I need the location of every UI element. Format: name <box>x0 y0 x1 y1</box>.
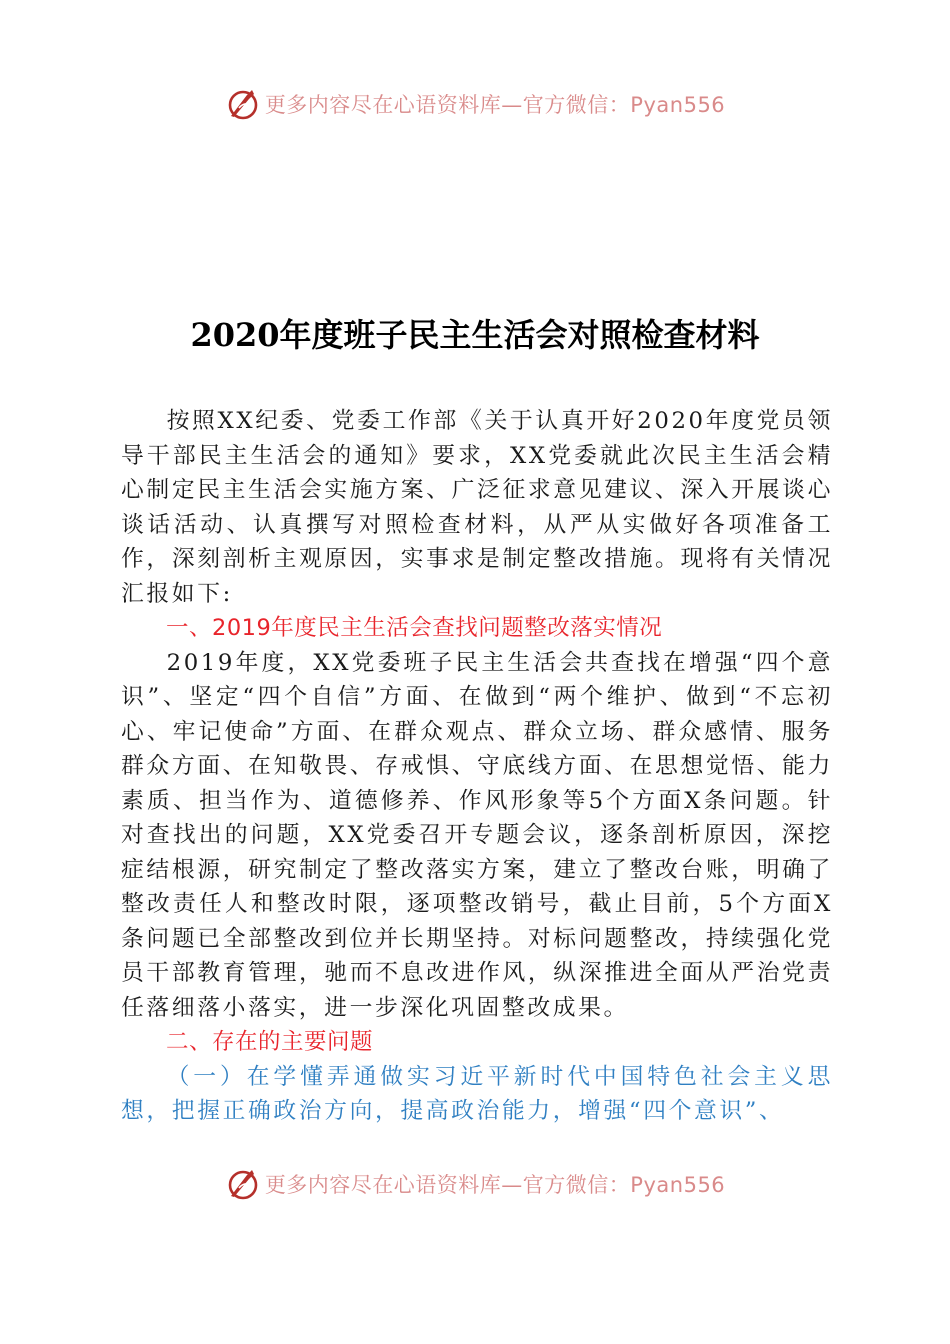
pen-logo-icon <box>225 1166 261 1202</box>
watermark-text: 更多内容尽在心语资料库—官方微信：Pyan556 <box>264 1173 726 1197</box>
document-body <box>121 404 833 1129</box>
section-2-subheading-1: （一）在学懂弄通做实习近平新时代中国特色社会主义思想，把握正确政治方向，提高政治能力，增强“四个意识”、 <box>121 1063 833 1124</box>
pen-logo-icon <box>225 86 261 122</box>
section-2-heading: 二、存在的主要问题 <box>166 1029 374 1055</box>
watermark-banner-bottom <box>0 1162 950 1206</box>
intro-paragraph: 按照XX纪委、党委工作部《关于认真开好2020年度党员领导干部民主生活会的通知》要求，XX党委就此次民主生活会精心制定民主生活会实施方案、广泛征求意见建议、深入开展谈心谈话活动、认真撰写对照检查材料，从严从实做好各项准备工作，深刻剖析主观原因，实事求是制定整改措施。现将有关情况汇报如下: <box>121 408 833 607</box>
watermark-banner-top <box>0 82 950 126</box>
document-title: 2020年度班子民主生活会对照检查材料 <box>190 316 760 354</box>
section-1-heading: 一、2019年度民主生活会查找问题整改落实情况 <box>166 615 663 641</box>
watermark-text: 更多内容尽在心语资料库—官方微信：Pyan556 <box>264 93 726 117</box>
section-1-paragraph: 2019年度，XX党委班子民主生活会共查找在增强“四个意识”、坚定“四个自信”方面、在做到“两个维护、做到“不忘初心、牢记使命”方面、在群众观点、群众立场、群众感情、服务群众方面、在知敬畏、存戒惧、守底线方面、在思想觉悟、能力素质、担当作为、道德修养、作风形象等5个方面X条问题。针对查找出的问题，XX党委召开专题会议，逐条剖析原因，深挖症结根源，研究制定了整改落实方案，建立了整改台账，明确了整改责任人和整改时限，逐项整改销号，截止目前，5个方面X条问题已全部整改到位并长期坚持。对标问题整改，持续强化党员干部教育管理，驰而不息改进作风，纵深推进全面从严治党责任落细落小落实，进一步深化巩固整改成果。 <box>121 649 833 1021</box>
